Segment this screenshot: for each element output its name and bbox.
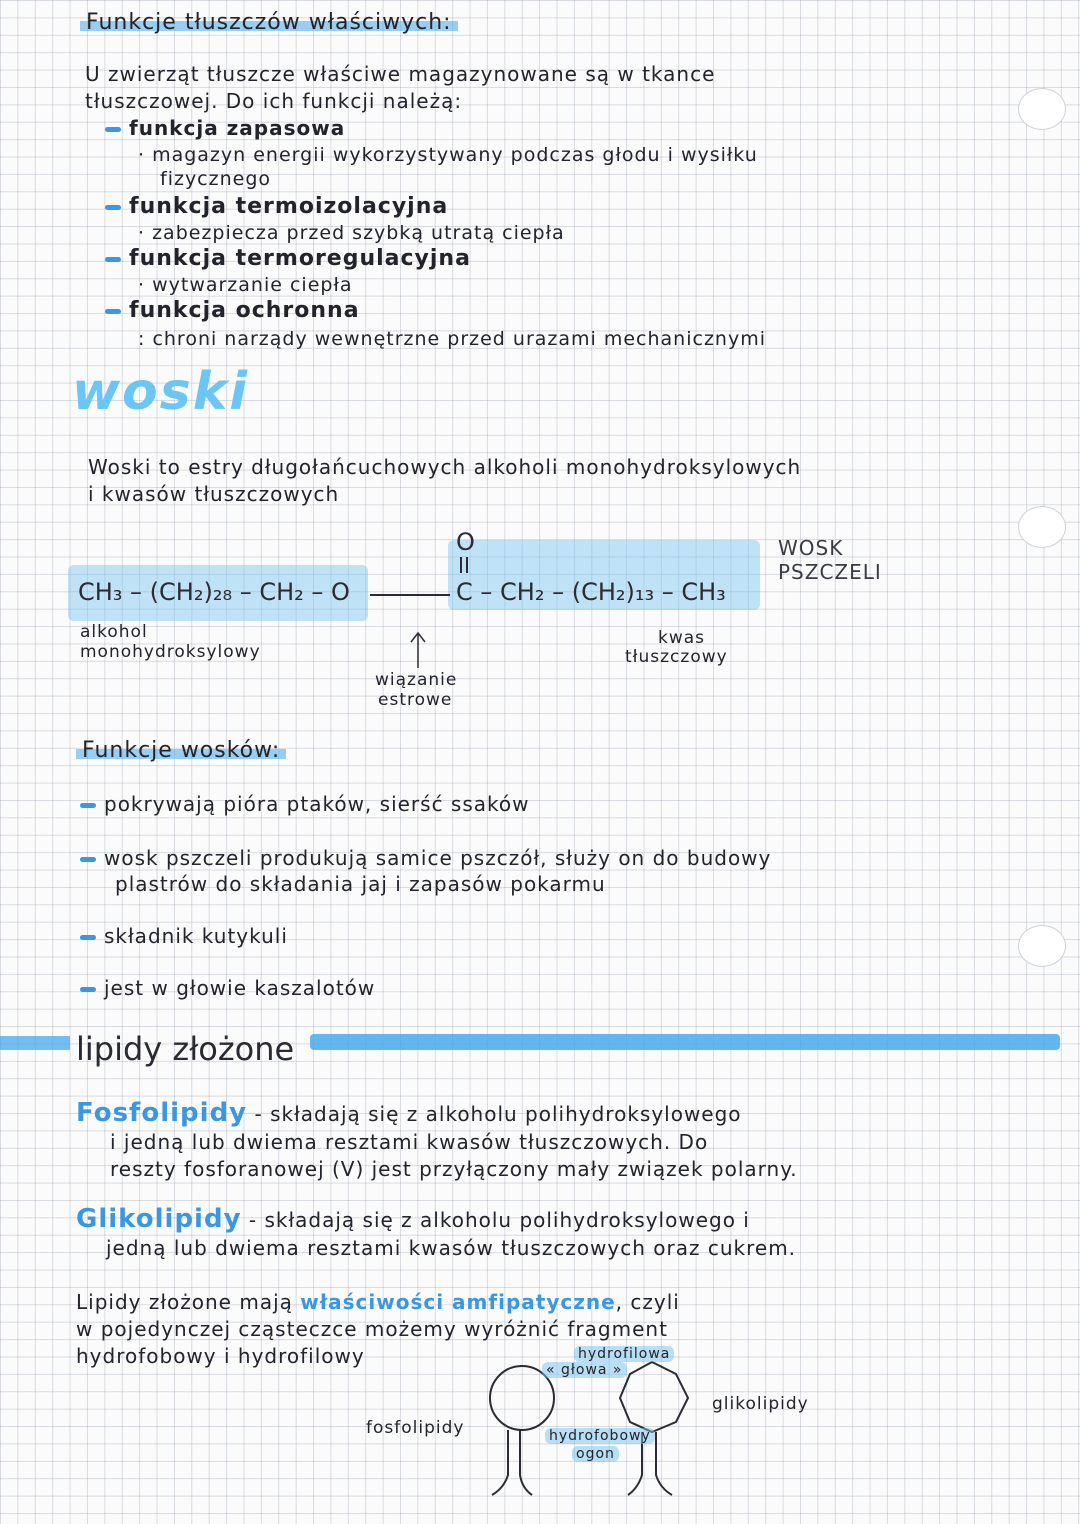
wax-function-2a: wosk pszczeli produkują samice pszczół, służy on do budowy (80, 846, 771, 870)
amfi-line-1: Lipidy złożone mają właściwości amfipatyczne, czyli (76, 1290, 680, 1314)
binder-hole (1018, 925, 1066, 967)
function-item-1: funkcja zapasowa (105, 116, 345, 140)
wax-function-2b: plastrów do składania jaj i zapasów pokarmu (115, 872, 606, 896)
ester-bond-line (370, 594, 450, 596)
amfi-line-3: hydrofobowy i hydrofilowy (76, 1344, 365, 1368)
bullet-dash (105, 127, 121, 132)
term-fosfolipidy: Fosfolipidy (76, 1098, 248, 1128)
function-desc-1a: · magazyn energii wykorzystywany podczas głodu i wysiłku (138, 144, 758, 166)
gliko-line-1: Glikolipidy - składają się z alkoholu polihydroksylowego i (76, 1204, 750, 1234)
function-item-3: funkcja termoregulacyjna (105, 246, 471, 271)
woski-def-line-1: Woski to estry długołańcuchowych alkoholi monohydroksylowych (88, 455, 802, 479)
formula-alcohol: CH₃ – (CH₂)₂₈ – CH₂ – O (78, 578, 350, 606)
bullet-dash (80, 803, 96, 808)
label-glikolipidy: glikolipidy (712, 1394, 809, 1414)
function-desc-3: · wytwarzanie ciepła (138, 274, 353, 296)
label-acid-2: tłuszczowy (625, 647, 728, 667)
function-desc-2: · zabezpiecza przed szybką utratą ciepła (138, 222, 565, 244)
label-alcohol-1: alkohol (80, 622, 148, 642)
fosfo-line-1: Fosfolipidy - składają się z alkoholu polihydroksylowego (76, 1098, 742, 1128)
label-tail-1: hydrofobowy (545, 1428, 655, 1444)
wax-functions-title: Funkcje wosków: (76, 738, 286, 763)
wax-name-line-1: WOSK (778, 536, 844, 560)
term-amfipatyczne: właściwości amfipatyczne (300, 1290, 616, 1314)
section-title-fats (80, 10, 458, 35)
binder-hole (1018, 88, 1066, 130)
formula-acid: C – CH₂ – (CH₂)₁₃ – CH₃ (456, 578, 726, 606)
label-head-2: « głowa » (542, 1362, 627, 1378)
label-tail-2: ogon (572, 1446, 619, 1462)
amfi-line-2: w pojedynczej cząsteczce możemy wyróżnić fragment (76, 1317, 668, 1341)
function-item-2: funkcja termoizolacyjna (105, 194, 448, 219)
intro-line-1: U zwierząt tłuszcze właściwe magazynowane są w tkance (85, 62, 716, 86)
term-glikolipidy: Glikolipidy (76, 1204, 242, 1234)
section-title-complex-lipids: lipidy złożone (76, 1030, 295, 1068)
bullet-dash (105, 205, 121, 210)
divider-left (0, 1036, 70, 1050)
fosfo-line-2: i jedną lub dwiema resztami kwasów tłuszczowych. Do (110, 1130, 709, 1154)
double-bond-right (466, 557, 468, 573)
title-text: Funkcje tłuszczów właściwych: (80, 10, 458, 35)
label-bond-2: estrowe (378, 690, 453, 710)
formula-oxygen: O (456, 528, 475, 556)
phospholipid-icon (490, 1366, 554, 1495)
wax-function-3: składnik kutykuli (80, 924, 288, 948)
bullet-dash (105, 309, 121, 314)
fosfo-line-3: reszty fosforanowej (V) jest przyłączony mały związek polarny. (110, 1157, 798, 1181)
bullet-dash (80, 935, 96, 940)
function-desc-1b: fizycznego (160, 168, 272, 190)
intro-line-2: tłuszczowej. Do ich funkcji należą: (85, 89, 463, 113)
label-fosfolipidy: fosfolipidy (366, 1418, 465, 1438)
woski-heading: woski (72, 362, 250, 422)
double-bond-left (460, 557, 462, 573)
gliko-line-2: jedną lub dwiema resztami kwasów tłuszczowych oraz cukrem. (106, 1236, 797, 1260)
label-acid-1: kwas (658, 628, 706, 648)
wax-name-line-2: PSZCZELI (778, 560, 882, 584)
woski-def-line-2: i kwasów tłuszczowych (88, 482, 340, 506)
divider-right (310, 1034, 1060, 1050)
bullet-dash (80, 857, 96, 862)
function-item-4: funkcja ochronna (105, 298, 360, 323)
wax-function-4: jest w głowie kaszalotów (80, 976, 375, 1000)
wax-function-1: pokrywają pióra ptaków, sierść ssaków (80, 792, 530, 816)
label-bond-1: wiązanie (375, 670, 458, 690)
label-head-1: hydrofilowa (574, 1346, 674, 1362)
bullet-dash (105, 257, 121, 262)
arrow-up-icon (408, 630, 428, 670)
binder-hole (1018, 506, 1066, 548)
function-desc-4: : chroni narządy wewnętrzne przed urazami mechanicznymi (138, 328, 766, 350)
bullet-dash (80, 987, 96, 992)
label-alcohol-2: monohydroksylowy (80, 642, 261, 662)
